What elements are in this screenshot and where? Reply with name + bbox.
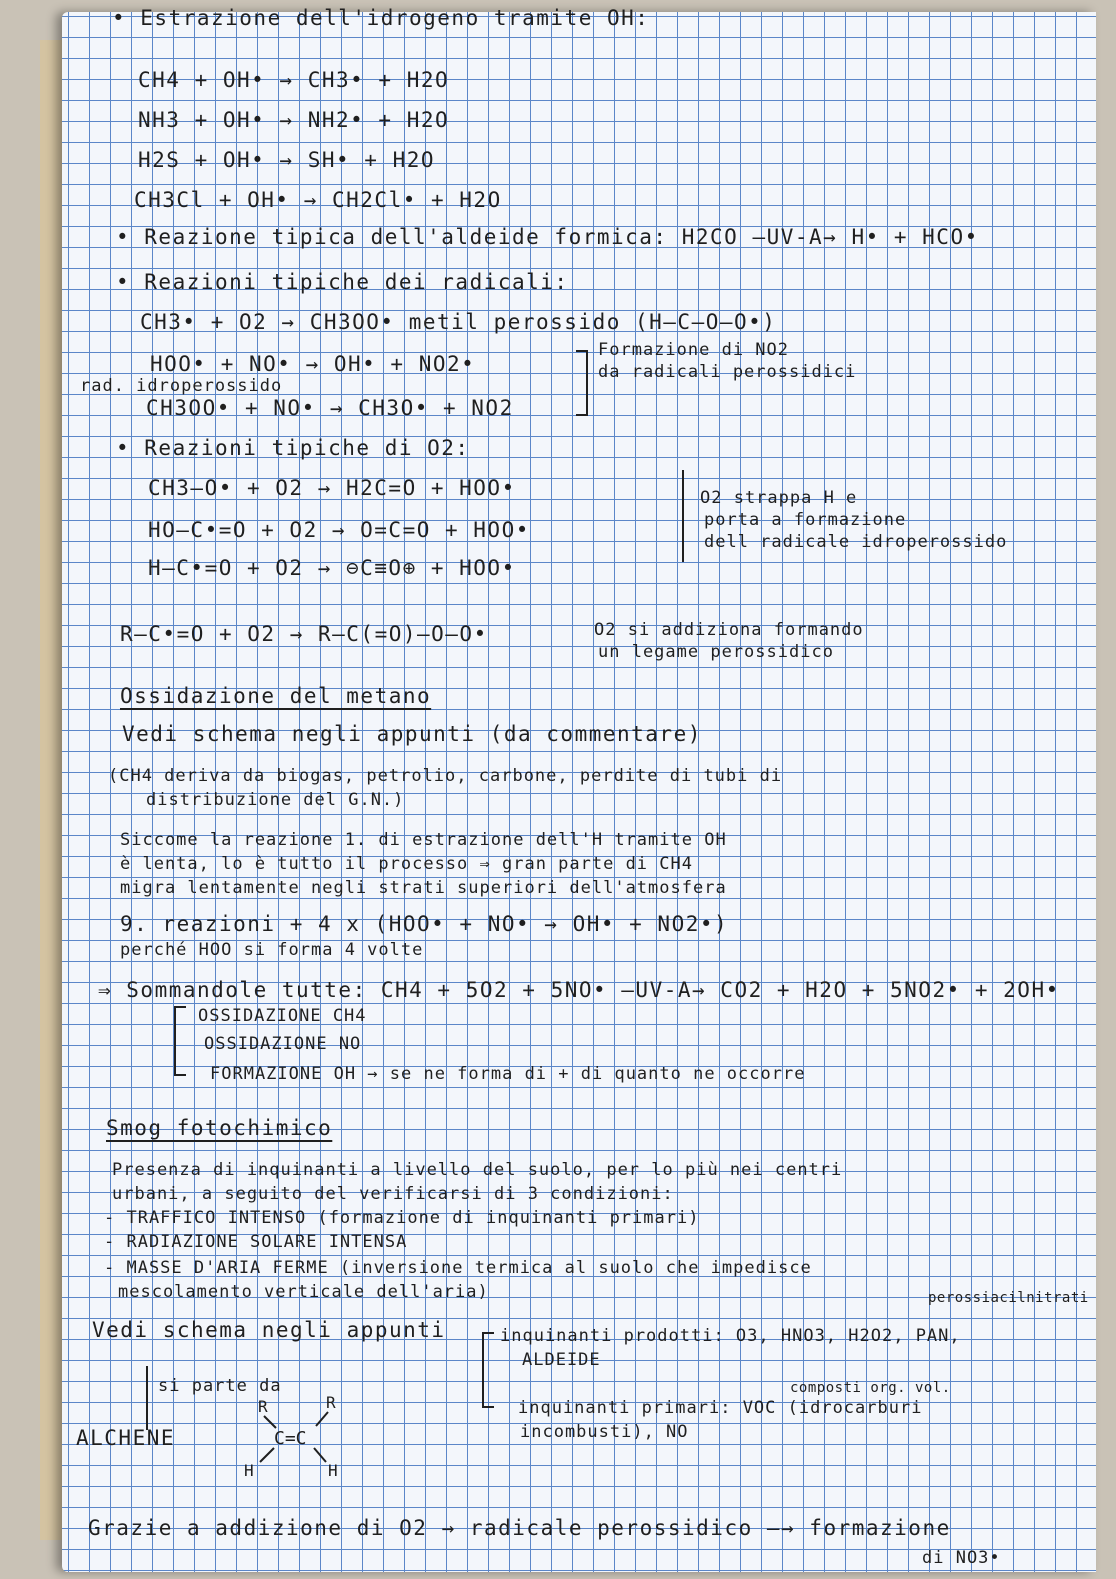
text-three-conditions: urbani, a seguito del verificarsi di 3 condizioni:	[112, 1184, 674, 1204]
text-gn-distribution: distribuzione del G.N.)	[146, 790, 405, 810]
bracket-no2	[576, 350, 588, 416]
condition-radiation: - RADIAZIONE SOLARE INTENSA	[104, 1232, 408, 1252]
text-slow-reaction: Siccome la reazione 1. di estrazione dell'H tramite OH	[120, 830, 727, 850]
reaction-methyl-peroxide: CH3• + O2 → CH3OO• metil perossido (H–C–O–O•)	[140, 310, 777, 334]
text-ch4-sources: (CH4 deriva da biogas, petrolio, carbone, perdite di tubi di	[108, 766, 783, 786]
text-see-notes-scheme: Vedi schema negli appunti	[92, 1318, 446, 1342]
reaction-ch4: CH4 + OH• → CH3• + H2O	[138, 68, 450, 92]
reaction-hoo-no: HOO• + NO• → OH• + NO2•	[150, 352, 476, 376]
text-aldehyde: ALDEIDE	[522, 1350, 601, 1370]
label-alkene: ALCHENE	[76, 1426, 176, 1450]
text-pollutants-ground: Presenza di inquinanti a livello del suolo, per lo più nei centri	[112, 1160, 843, 1180]
svg-text:H: H	[244, 1461, 254, 1480]
reaction-rco-o2: R–C•=O + O2 → R–C(=O)–O–O•	[120, 622, 488, 646]
note-no2-formation: Formazione di NO2	[598, 340, 789, 360]
text-hoo-four-times: perché HOO si forma 4 volte	[120, 940, 424, 960]
bracket-sum	[174, 1006, 186, 1076]
svg-text:H: H	[328, 1461, 338, 1480]
svg-text:R: R	[326, 1394, 336, 1412]
bracket-pollutants	[482, 1332, 494, 1408]
bracket-o2	[672, 470, 684, 562]
reaction-ch3o-o2: CH3–O• + O2 → H2C=O + HOO•	[148, 476, 516, 500]
text-primary-pollutants: inquinanti primari: VOC (idrocarburi	[518, 1398, 923, 1418]
condition-still-air: - MASSE D'ARIA FERME (inversione termica al suolo che impedisce	[104, 1258, 812, 1278]
text-nine-reactions: 9. reazioni + 4 x (HOO• + NO• → OH• + NO2•)	[120, 912, 729, 936]
notebook-edge	[40, 40, 64, 1540]
reaction-ch3cl: CH3Cl + OH• → CH2Cl• + H2O	[134, 188, 502, 212]
section-title-methane-oxidation: Ossidazione del metano	[120, 684, 432, 708]
condition-traffic: - TRAFFICO INTENSO (formazione di inquinanti primari)	[104, 1208, 700, 1228]
reaction-ch3oo-no: CH3OO• + NO• → CH3O• + NO2	[146, 396, 514, 420]
text-ch4-migrates: migra lentamente negli strati superiori dell'atmosfera	[120, 878, 727, 898]
reaction-hoco-o2: HO–C•=O + O2 → O=C=O + HOO•	[148, 518, 530, 542]
heading-h-extraction: • Estrazione dell'idrogeno tramite OH:	[112, 6, 650, 30]
reaction-hco-o2: H–C•=O + O2 → ⊖C≡O⊕ + HOO•	[148, 556, 516, 580]
reaction-nh3: NH3 + OH• → NH2• + H2O	[138, 108, 450, 132]
text-slow-process: è lenta, lo è tutto il processo ⇒ gran parte di CH4	[120, 854, 693, 874]
note-volatile-organic: composti org. vol.	[790, 1380, 951, 1396]
note-o2-strips-h: O2 strappa H e	[700, 488, 858, 508]
text-no3-formation: di NO3•	[922, 1548, 1001, 1568]
heading-radicals: • Reazioni tipiche dei radicali:	[116, 270, 569, 294]
svg-text:C=C: C=C	[274, 1428, 307, 1449]
reaction-h2s: H2S + OH• → SH• + H2O	[138, 148, 436, 172]
section-title-photochemical-smog: Smog fotochimico	[106, 1116, 333, 1140]
label-oh-formation: FORMAZIONE OH → se ne forma di + di quanto ne occorre	[210, 1064, 806, 1084]
note-o2-hydroperoxide: dell radicale idroperossido	[704, 532, 1008, 552]
arrow-starts-from	[146, 1366, 148, 1430]
note-no2-source: da radicali perossidici	[598, 362, 857, 382]
note-peroxide-bond: un legame perossidico	[598, 642, 834, 662]
label-rad-idroperossido: rad. idroperossido	[80, 376, 283, 396]
note-peroxyacyl-nitrates: perossiacilnitrati	[928, 1290, 1089, 1306]
text-see-scheme: Vedi schema negli appunti (da commentare)	[122, 722, 702, 746]
text-o2-addition-peroxy: Grazie a addizione di O2 → radicale perossidico —→ formazione	[88, 1516, 951, 1540]
alkene-structure-drawing	[230, 1394, 360, 1484]
heading-formaldehyde: • Reazione tipica dell'aldeide formica: H2CO —UV-A→ H• + HCO•	[116, 225, 979, 249]
note-o2-addition: O2 si addiziona formando	[594, 620, 864, 640]
label-no-oxidation: OSSIDAZIONE NO	[204, 1034, 362, 1054]
text-starts-from: si parte da	[158, 1376, 282, 1396]
heading-o2-reactions: • Reazioni tipiche di O2:	[116, 436, 470, 460]
reaction-overall-sum: ⇒ Sommandole tutte: CH4 + 5O2 + 5NO• —UV-A→ CO2 + H2O + 5NO2• + 2OH•	[98, 978, 1060, 1002]
text-produced-pollutants: inquinanti prodotti: O3, HNO3, H2O2, PAN,	[500, 1326, 961, 1346]
text-unburned-no: incombusti), NO	[520, 1422, 689, 1442]
note-o2-forms: porta a formazione	[704, 510, 907, 530]
label-ch4-oxidation: OSSIDAZIONE CH4	[198, 1006, 367, 1026]
condition-vertical-mixing: mescolamento verticale dell'aria)	[118, 1282, 489, 1302]
svg-text:R: R	[258, 1397, 268, 1416]
